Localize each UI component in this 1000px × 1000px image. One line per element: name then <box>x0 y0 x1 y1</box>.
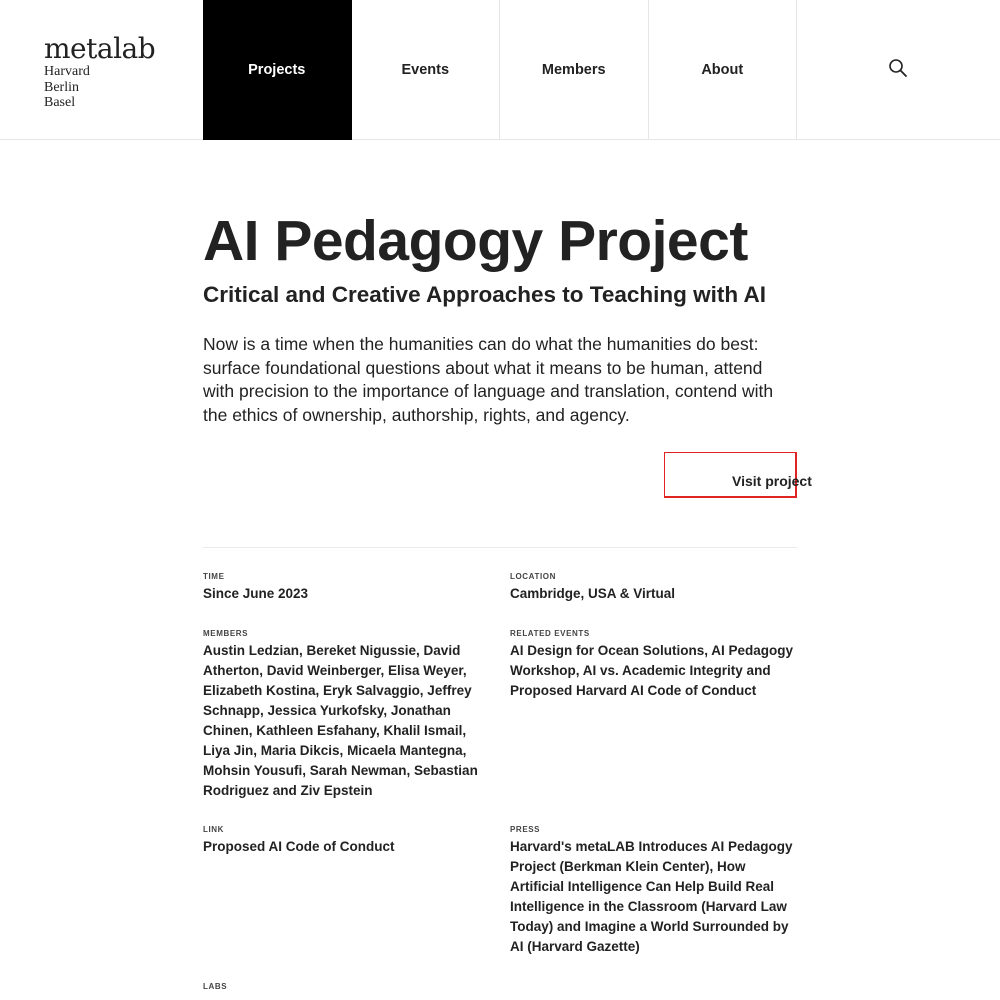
meta-time-label: TIME <box>203 572 225 581</box>
project-intro: Now is a time when the humanities can do what the humanities do best: surface foundational questions about what it means to be human, attend with precision to the importance of language and translation, contend with the ethics of ownership, authorship, rights, and agency. <box>203 334 774 425</box>
main-nav <box>203 0 797 140</box>
meta-press <box>510 825 795 957</box>
meta-related-events-label: RELATED EVENTS <box>510 629 590 638</box>
nav-item-about[interactable]: About <box>649 0 798 140</box>
meta-link <box>203 825 491 857</box>
meta-time-value: Since June 2023 <box>203 586 309 601</box>
meta-related-events <box>510 629 795 701</box>
page-subtitle: Critical and Creative Approaches to Teaching with AI <box>203 282 767 307</box>
nav-item-members[interactable]: Members <box>500 0 649 140</box>
meta-time <box>203 572 491 604</box>
meta-labs <box>203 982 491 991</box>
meta-press-label: PRESS <box>510 825 541 834</box>
meta-location <box>510 572 795 604</box>
metalab-logo[interactable] <box>44 34 155 111</box>
meta-link-value[interactable]: Proposed AI Code of Conduct <box>203 839 395 854</box>
logo-wordmark: metalab <box>44 32 156 65</box>
meta-related-events-value[interactable]: AI Design for Ocean Solutions, AI Pedagogy Workshop, AI vs. Academic Integrity and Proposed Harvard AI Code of Conduct <box>510 643 794 698</box>
logo-city-basel: Basel <box>44 95 76 110</box>
page-title: AI Pedagogy Project <box>203 209 748 273</box>
meta-labs-label: LABS <box>203 982 228 991</box>
logo-city-harvard: Harvard <box>44 64 90 79</box>
nav-item-projects[interactable]: Projects <box>203 0 352 140</box>
logo-city-berlin: Berlin <box>44 79 79 95</box>
meta-members-label: MEMBERS <box>203 629 249 638</box>
meta-location-label: LOCATION <box>510 572 556 581</box>
meta-link-label: LINK <box>203 825 225 834</box>
site-header <box>0 0 1000 140</box>
visit-project-label[interactable]: Visit project <box>732 473 812 489</box>
meta-members <box>203 629 491 801</box>
meta-location-value: Cambridge, USA & Virtual <box>510 586 676 601</box>
meta-members-value[interactable]: Austin Ledzian, Bereket Nigussie, David Atherton, David Weinberger, Elisa Weyer, Elizabeth Kostina, Eryk Salvaggio, Jeffrey Schnapp, Jessica Yurkofsky, Jonathan Chinen, Kathleen Esfahany, Khalil Ismail, Liya Jin, Maria Dikcis, Micaela Mantegna, Mohsin Yousufi, Sarah Newman, Sebastian Rodriguez and Ziv Epstein <box>203 643 478 798</box>
nav-item-events[interactable]: Events <box>352 0 501 140</box>
meta-press-value[interactable]: Harvard's metaLAB Introduces AI Pedagogy Project (Berkman Klein Center), How Artificial Intelligence Can Help Build Real Intelligence in the Classroom (Harvard Law Today) and Imagine a World Surrounded by AI (Harvard Gazette) <box>510 839 793 954</box>
section-divider <box>203 547 797 548</box>
search-icon[interactable] <box>888 58 908 78</box>
